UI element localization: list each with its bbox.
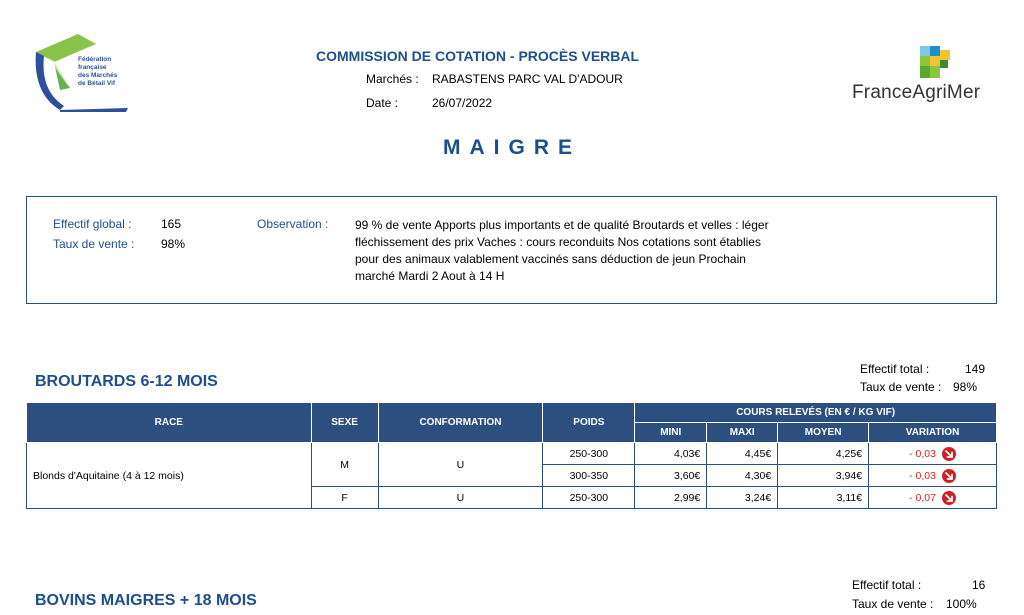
- maxi-cell: 4,45€: [707, 443, 778, 465]
- page-title: MAIGRE: [443, 136, 581, 159]
- table-row: [27, 443, 997, 465]
- maxi-cell: 3,24€: [707, 487, 778, 509]
- date-value: 26/07/2022: [432, 96, 493, 110]
- moyen-cell: 4,25€: [778, 443, 869, 465]
- bovins-taux-label: Taux de vente :: [852, 597, 934, 611]
- marches-label: Marchés :: [366, 72, 419, 86]
- observation-text: 99 % de vente Apports plus importants et de qualité Broutards et velles : léger fléchissement des prix Vaches : cours reconduits Nos cotations sont établies pour des animaux valablement vaccinés sans déduction de jeun Prochain marché Mardi 2 Aout à 14 H: [355, 218, 769, 283]
- franceagrimer-text: FranceAgriMer: [852, 82, 981, 103]
- summary-box: [26, 196, 997, 304]
- col-sexe: SEXE: [311, 403, 378, 443]
- mini-cell: 4,03€: [635, 443, 707, 465]
- franceagrimer-logo: [852, 44, 1002, 106]
- effectif-global-label: Effectif global :: [53, 217, 132, 231]
- variation-cell: [869, 465, 997, 487]
- cotation-table: [26, 402, 997, 509]
- sexe-cell: F: [311, 487, 378, 509]
- col-maxi: MAXI: [707, 423, 778, 443]
- effectif-global-value: 165: [161, 217, 182, 231]
- bovins-effectif-label: Effectif total :: [852, 578, 922, 592]
- section-title-broutards: BROUTARDS 6-12 MOIS: [35, 373, 218, 390]
- col-variation: VARIATION: [869, 423, 997, 443]
- mini-cell: 2,99€: [635, 487, 707, 509]
- bovins-taux-value: 100%: [946, 597, 977, 611]
- taux-vente-value: 98%: [161, 237, 186, 251]
- maxi-cell: 4,30€: [707, 465, 778, 487]
- race-cell: Blonds d'Aquitaine (4 à 12 mois): [27, 443, 312, 509]
- col-poids: POIDS: [543, 403, 635, 443]
- col-cours: COURS RELEVÉS (EN € / KG VIF): [635, 403, 997, 423]
- arrow-down-right-icon: [942, 491, 956, 505]
- moyen-cell: 3,11€: [778, 487, 869, 509]
- variation-value: - 0,03: [909, 447, 936, 460]
- variation-value: - 0,07: [909, 491, 936, 504]
- ffm-logo-text: Fédération française des Marchés de Bétail Vif: [78, 56, 118, 87]
- variation-cell: [869, 443, 997, 465]
- moyen-cell: 3,94€: [778, 465, 869, 487]
- section-title-bovins: BOVINS MAIGRES + 18 MOIS: [35, 592, 257, 609]
- col-moyen: MOYEN: [778, 423, 869, 443]
- broutards-effectif-label: Effectif total :: [860, 362, 930, 376]
- broutards-taux-label: Taux de vente :: [860, 380, 942, 394]
- col-mini: MINI: [635, 423, 707, 443]
- report-title: COMMISSION DE COTATION - PROCÈS VERBAL: [316, 48, 640, 64]
- broutards-effectif-value: 149: [965, 362, 986, 376]
- arrow-down-right-icon: [942, 469, 956, 483]
- observation-label: Observation :: [257, 217, 329, 231]
- poids-cell: 250-300: [543, 487, 635, 509]
- arrow-down-right-icon: [942, 447, 956, 461]
- taux-vente-label: Taux de vente :: [53, 237, 135, 251]
- variation-value: - 0,03: [909, 469, 936, 482]
- ffm-logo: [30, 30, 130, 112]
- poids-cell: 300-350: [543, 465, 635, 487]
- poids-cell: 250-300: [543, 443, 635, 465]
- conformation-cell: U: [378, 487, 543, 509]
- col-conformation: CONFORMATION: [378, 403, 543, 443]
- col-race: RACE: [27, 403, 312, 443]
- broutards-taux-value: 98%: [953, 380, 978, 394]
- marches-value: RABASTENS PARC VAL D'ADOUR: [432, 72, 623, 86]
- mini-cell: 3,60€: [635, 465, 707, 487]
- conformation-cell: U: [378, 443, 543, 487]
- date-label: Date :: [366, 96, 399, 110]
- sexe-cell: M: [311, 443, 378, 487]
- bovins-effectif-value: 16: [972, 578, 986, 592]
- variation-cell: [869, 487, 997, 509]
